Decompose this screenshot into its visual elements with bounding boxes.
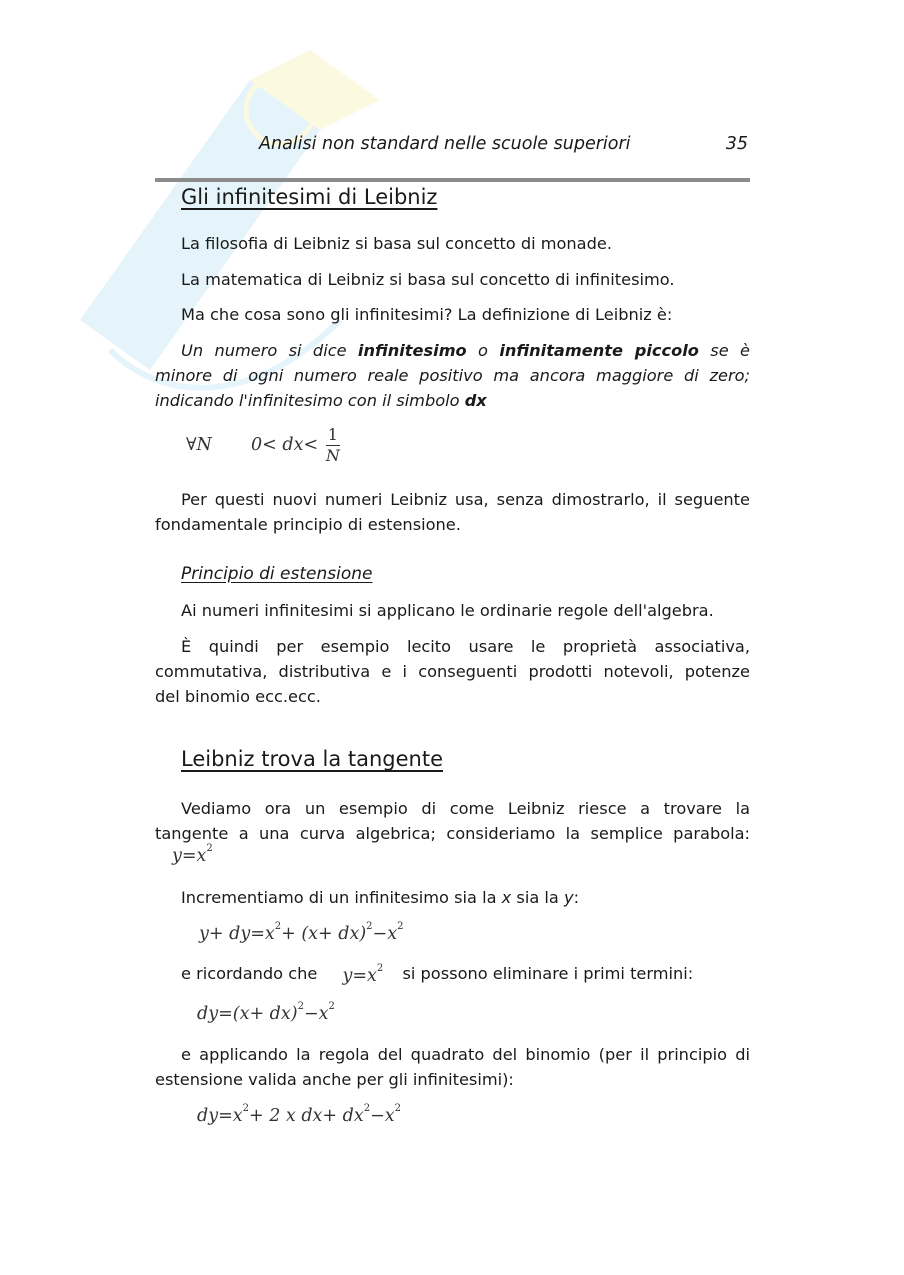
page-number: 35 <box>725 134 748 154</box>
equation-parabola: $y=x^2$ <box>172 843 213 866</box>
subsection-title-principio: Principio di estensione <box>181 564 373 584</box>
header-title: Analisi non standard nelle scuole superiori <box>259 134 631 154</box>
paragraph-line: commutativa, distributiva e i conseguenti prodotti notevoli, potenze <box>155 662 750 681</box>
equation-expanded: $dy=x^2+ 2$ x $dx+ dx^2-x^2$ <box>197 1103 402 1126</box>
paragraph-line: Per questi nuovi numeri Leibniz usa, senza dimostrarlo, il seguente <box>181 490 750 509</box>
running-header <box>155 130 750 160</box>
equation-eliminated: $dy=(x+ dx)^2-x^2$ <box>197 1001 335 1024</box>
section-title-infinitesimi: Gli infinitesimi di Leibniz <box>181 185 438 209</box>
definition-line: Un numero si dice infinitesimo o infinitamente piccolo se è <box>181 341 750 360</box>
paragraph-line: Vediamo ora un esempio di come Leibniz riesce a trovare la <box>181 799 750 818</box>
section-title-tangente: Leibniz trova la tangente <box>181 747 443 771</box>
paragraph: Ai numeri infinitesimi si applicano le ordinarie regole dell'algebra. <box>181 601 714 620</box>
paragraph-line: fondamentale principio di estensione. <box>155 515 461 534</box>
paragraph: La matematica di Leibniz si basa sul concetto di infinitesimo. <box>181 270 675 289</box>
paragraph: La filosofia di Leibniz si basa sul concetto di monade. <box>181 234 612 253</box>
paragraph: Ma che cosa sono gli infinitesimi? La definizione di Leibniz è: <box>181 305 673 324</box>
definition-line: indicando l'infinitesimo con il simbolo dx <box>155 391 487 410</box>
header-rule <box>155 178 750 182</box>
paragraph: e ricordando che $y=x^2$ si possono eliminare i primi termini: <box>181 963 694 986</box>
paragraph-line: del binomio ecc.ecc. <box>155 687 321 706</box>
paragraph-line: È quindi per esempio lecito usare le proprietà associativa, <box>181 637 750 656</box>
equation-increment: $y+ dy=x^2+ (x+ dx)^2-x^2$ <box>199 921 404 944</box>
paragraph: Incrementiamo di un infinitesimo sia la x sia la y: <box>181 888 580 907</box>
paragraph-line: estensione valida anche per gli infinitesimi): <box>155 1070 514 1089</box>
paragraph-line: e applicando la regola del quadrato del binomio (per il principio di <box>181 1045 750 1064</box>
formula-infinitesimal-definition: ∀N 0< dx< $\frac{1}{N}$ <box>186 425 340 465</box>
definition-line: minore di ogni numero reale positivo ma ancora maggiore di zero; <box>155 366 750 385</box>
equation-inline: $y=x^2$ <box>342 963 384 986</box>
paragraph-line: tangente a una curva algebrica; consideriamo la semplice parabola: <box>155 824 750 843</box>
